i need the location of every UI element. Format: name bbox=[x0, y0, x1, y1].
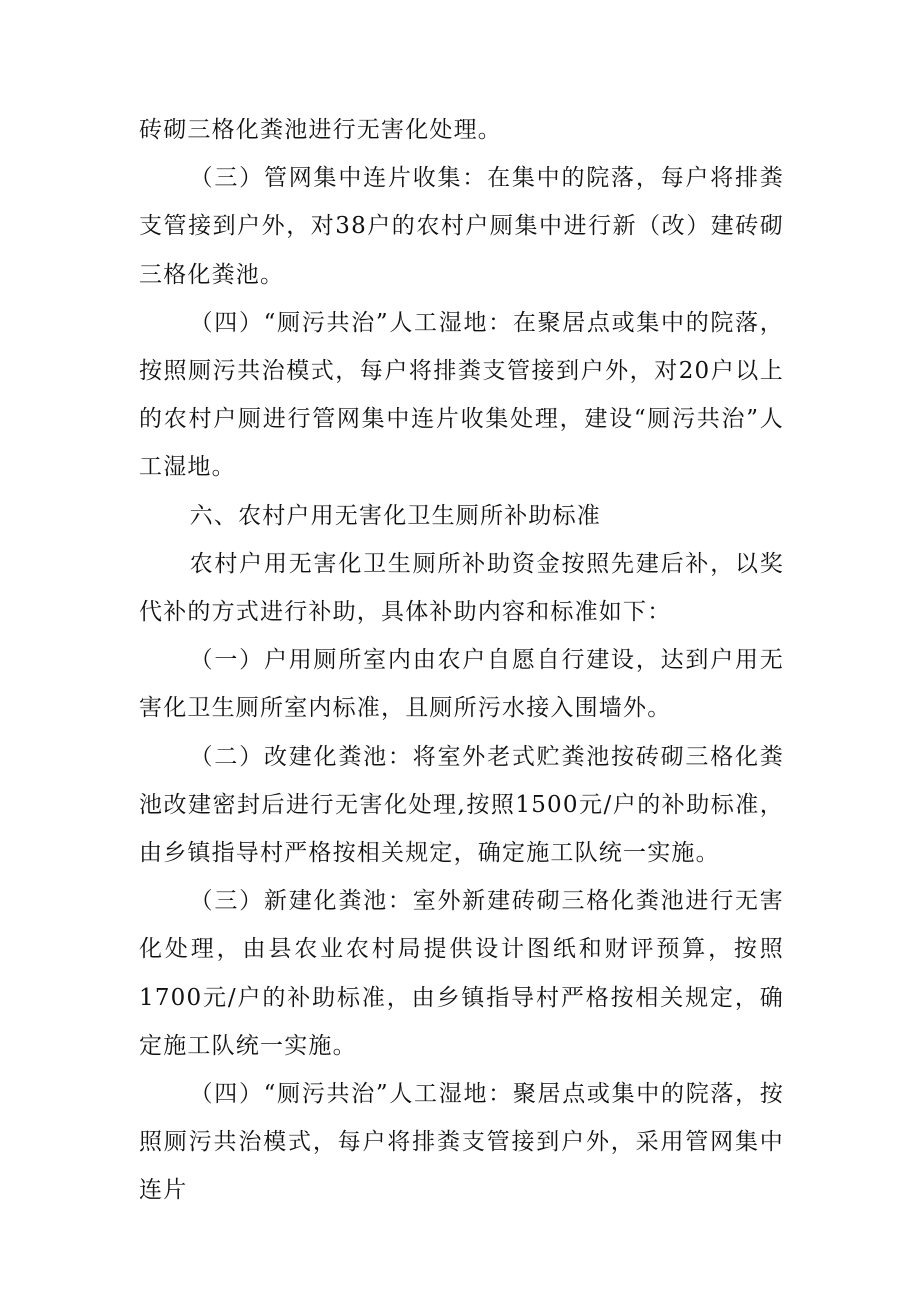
paragraph-subsidy-item-two: （二）改建化粪池：将室外老式贮粪池按砖砌三格化粪池改建密封后进行无害化处理,按照1500元/户的补助标准，由乡镇指导村严格按相关规定，确定施工队统一实施。 bbox=[139, 743, 784, 867]
document-body bbox=[139, 106, 784, 1215]
paragraph-item-three-pipe-network: （三）管网集中连片收集：在集中的院落，每户将排粪支管接到户外，对38户的农村户厕集中进行新（改）建砖砌三格化粪池。 bbox=[139, 165, 784, 288]
paragraph-subsidy-item-three: （三）新建化粪池：室外新建砖砌三格化粪池进行无害化处理，由县农业农村局提供设计图纸和财评预算，按照1700元/户的补助标准，由乡镇指导村严格按相关规定，确定施工队统一实施。 bbox=[139, 888, 784, 1059]
paragraph-item-four-wetland: （四）“厕污共治”人工湿地：在聚居点或集中的院落，按照厕污共治模式，每户将排粪支管接到户外，对20户以上的农村户厕进行管网集中连片收集处理，建设“厕污共治”人工湿地。 bbox=[139, 309, 784, 481]
paragraph-subsidy-intro: 农村户用无害化卫生厕所补助资金按照先建后补，以奖代补的方式进行补助，具体补助内容和标准如下： bbox=[139, 550, 784, 626]
paragraph-continuation: 砖砌三格化粪池进行无害化处理。 bbox=[139, 117, 502, 143]
paragraph-subsidy-item-one: （一）户用厕所室内由农户自愿自行建设，达到户用无害化卫生厕所室内标准，且厕所污水接入围墙外。 bbox=[139, 647, 784, 722]
section-heading-six: 六、农村户用无害化卫生厕所补助标准 bbox=[189, 502, 601, 529]
paragraph-subsidy-item-four: （四）“厕污共治”人工湿地：聚居点或集中的院落，按照厕污共治模式，每户将排粪支管接到户外，采用管网集中连片 bbox=[139, 1081, 784, 1204]
